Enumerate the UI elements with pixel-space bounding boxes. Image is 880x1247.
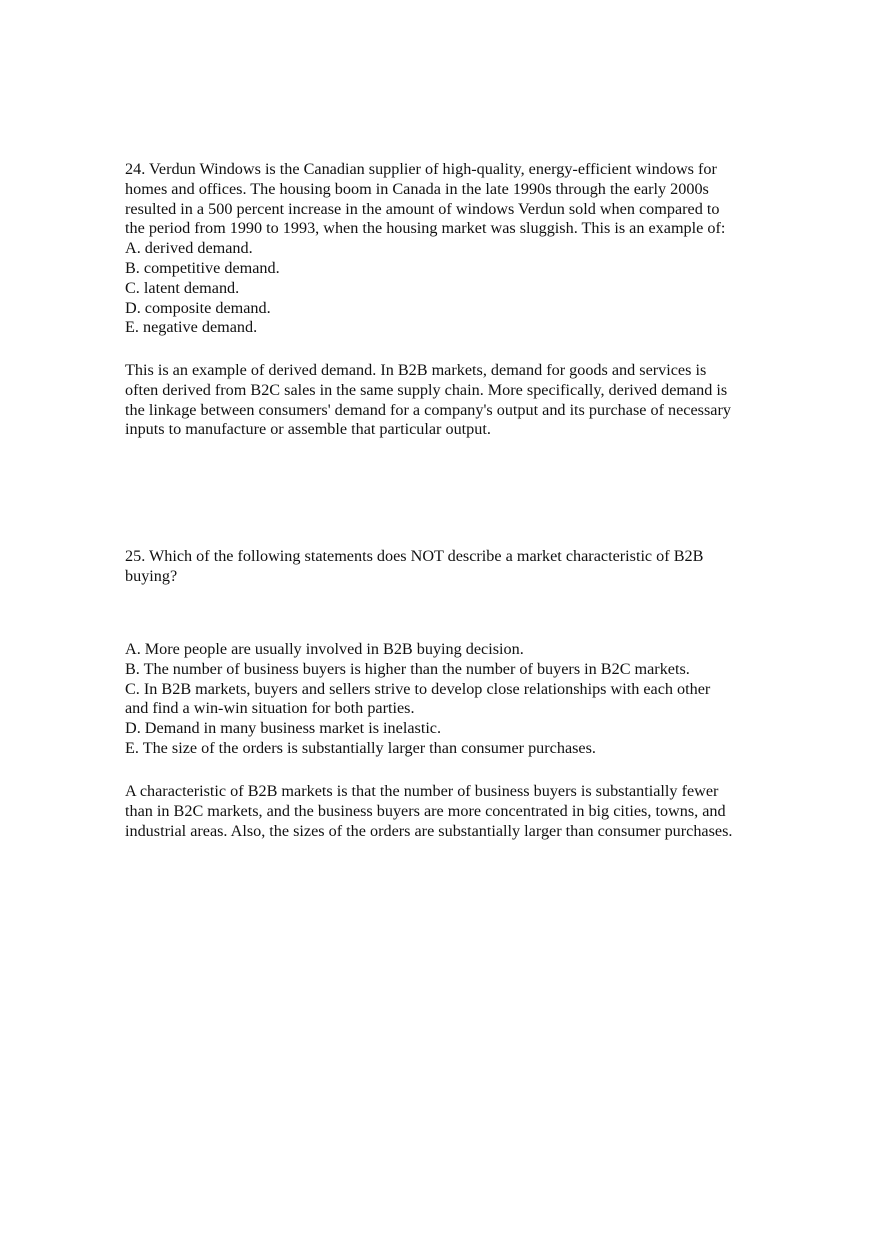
explanation-line: inputs to manufacture or assemble that particular output. xyxy=(125,420,491,439)
question-24-stem-line: the period from 1990 to 1993, when the housing market was sluggish. This is an example of: xyxy=(125,219,726,238)
question-24-stem-line: homes and offices. The housing boom in Canada in the late 1990s through the early 2000s xyxy=(125,179,709,198)
explanation-line: industrial areas. Also, the sizes of the orders are substantially larger than consumer purchases. xyxy=(125,821,733,840)
question-25-explanation xyxy=(125,782,785,841)
question-24-option-b: B. competitive demand. xyxy=(125,258,280,277)
explanation-line: the linkage between consumers' demand for a company's output and its purchase of necessary xyxy=(125,400,731,419)
question-25-options xyxy=(125,640,785,759)
question-25-option-c-continued: and find a win-win situation for both parties. xyxy=(125,699,415,718)
question-24-option-d: D. composite demand. xyxy=(125,298,271,317)
question-24-stem-line: 24. Verdun Windows is the Canadian supplier of high-quality, energy-efficient windows for xyxy=(125,160,717,178)
question-25-option-d: D. Demand in many business market is inelastic. xyxy=(125,719,442,738)
question-24-explanation xyxy=(125,361,785,440)
question-25-stem xyxy=(125,547,785,587)
question-25-option-a: A. More people are usually involved in B2B buying decision. xyxy=(125,640,524,658)
question-25-option-b: B. The number of business buyers is higher than the number of buyers in B2C markets. xyxy=(125,659,690,678)
question-25-option-e: E. The size of the orders is substantially larger than consumer purchases. xyxy=(125,738,596,757)
question-25-stem-line: 25. Which of the following statements does NOT describe a market characteristic of B2B xyxy=(125,547,704,565)
explanation-line: This is an example of derived demand. In B2B markets, demand for goods and services is xyxy=(125,361,707,379)
explanation-line: than in B2C markets, and the business buyers are more concentrated in big cities, towns, and xyxy=(125,801,726,820)
question-24-option-a: A. derived demand. xyxy=(125,239,253,258)
explanation-line: A characteristic of B2B markets is that the number of business buyers is substantially fewer xyxy=(125,782,719,800)
question-24-option-c: C. latent demand. xyxy=(125,278,240,297)
explanation-line: often derived from B2C sales in the same supply chain. More specifically, derived demand is xyxy=(125,380,728,399)
question-24-stem-line: resulted in a 500 percent increase in the amount of windows Verdun sold when compared to xyxy=(125,199,720,218)
question-24-stem xyxy=(125,160,785,338)
question-25-stem-line: buying? xyxy=(125,566,178,585)
question-24-option-e: E. negative demand. xyxy=(125,318,258,337)
question-25-option-c: C. In B2B markets, buyers and sellers strive to develop close relationships with each other xyxy=(125,679,711,698)
